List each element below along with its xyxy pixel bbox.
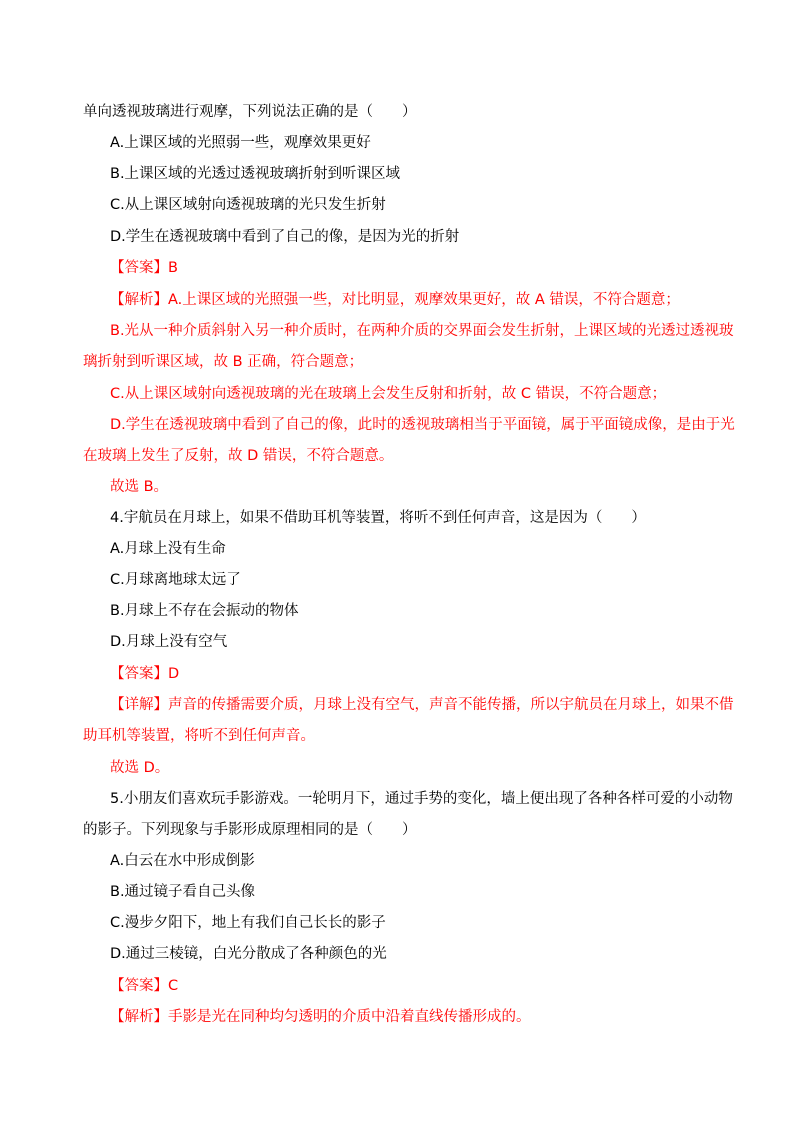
q4-option-4: D.月球上没有空气 [110, 634, 228, 650]
q5-analysis-line-1 [110, 1007, 531, 1027]
q3-analysis-line-2: B.光从一种介质斜射入另一种介质时，在两种介质的交界面会发生折射，上课区域的光透过透视玻 [110, 323, 734, 339]
answer-tag: 【答案】 [110, 666, 168, 682]
q4-answer [110, 664, 179, 684]
q5-stem-line-1: 5.小朋友们喜欢玩手影游戏。一轮明月下，通过手势的变化，墙上便出现了各种各样可爱的小动物 [110, 791, 733, 807]
answer-tag: 【答案】 [110, 260, 168, 276]
analysis-text: 声音的传播需要介质，月球上没有空气，声音不能传播，所以宇航员在月球上，如果不借 [168, 697, 734, 713]
q3-option-d: D.学生在透视玻璃中看到了自己的像，是因为光的折射 [110, 229, 460, 245]
q3-analysis-line-4: C.从上课区域射向透视玻璃的光在玻璃上会发生反射和折射，故 C 错误，不符合题意； [110, 386, 667, 402]
answer-value: B [168, 260, 178, 276]
q4-option-2: C.月球离地球太远了 [110, 572, 241, 588]
q4-analysis-line-1 [110, 695, 734, 715]
q5-option-b: B.通过镜子看自己头像 [110, 884, 256, 900]
q3-option-b: B.上课区域的光透过透视玻璃折射到听课区域 [110, 166, 401, 182]
q3-option-a: A.上课区域的光照弱一些，观摩效果更好 [110, 135, 371, 151]
q5-answer [110, 976, 178, 996]
q4-conclusion: 故选 D。 [110, 760, 170, 776]
q4-option-1: A.月球上没有生命 [110, 541, 226, 557]
analysis-tag: 【解析】 [110, 292, 168, 308]
q5-option-a: A.白云在水中形成倒影 [110, 853, 255, 869]
q3-analysis-line-6: 在玻璃上发生了反射，故 D 错误，不符合题意。 [83, 448, 394, 464]
q4-stem: 4.宇航员在月球上，如果不借助耳机等装置，将听不到任何声音，这是因为（ ） [110, 510, 646, 526]
q3-option-c: C.从上课区域射向透视玻璃的光只发生折射 [110, 197, 386, 213]
answer-value: D [168, 666, 180, 682]
q3-analysis-line-3: 璃折射到听课区域，故 B 正确，符合题意； [83, 354, 364, 370]
q5-option-c: C.漫步夕阳下，地上有我们自己长长的影子 [110, 915, 386, 931]
q3-conclusion: 故选 B。 [110, 479, 169, 495]
q4-option-3: B.月球上不存在会振动的物体 [110, 603, 299, 619]
analysis-tag: 【详解】 [110, 697, 168, 713]
q4-analysis-line-2: 助耳机等装置，将听不到任何声音。 [83, 728, 315, 744]
analysis-text: 手影是光在同种均匀透明的介质中沿着直线传播形成的。 [168, 1009, 531, 1025]
answer-tag: 【答案】 [110, 978, 168, 994]
q3-analysis-line-5: D.学生在透视玻璃中看到了自己的像，此时的透视玻璃相当于平面镜，属于平面镜成像，是由于光 [110, 417, 735, 433]
q5-option-d: D.通过三棱镜，白光分散成了各种颜色的光 [110, 946, 387, 962]
q3-stem: 单向透视玻璃进行观摩，下列说法正确的是（ ） [83, 104, 417, 120]
q5-stem-line-2: 的影子。下列现象与手影形成原理相同的是（ ） [83, 822, 417, 838]
q3-answer [110, 258, 178, 278]
analysis-tag: 【解析】 [110, 1009, 168, 1025]
analysis-text: A.上课区域的光照强一些，对比明显，观摩效果更好，故 A 错误，不符合题意； [168, 292, 680, 308]
answer-value: C [168, 978, 179, 994]
q3-analysis-line-1 [110, 290, 680, 310]
